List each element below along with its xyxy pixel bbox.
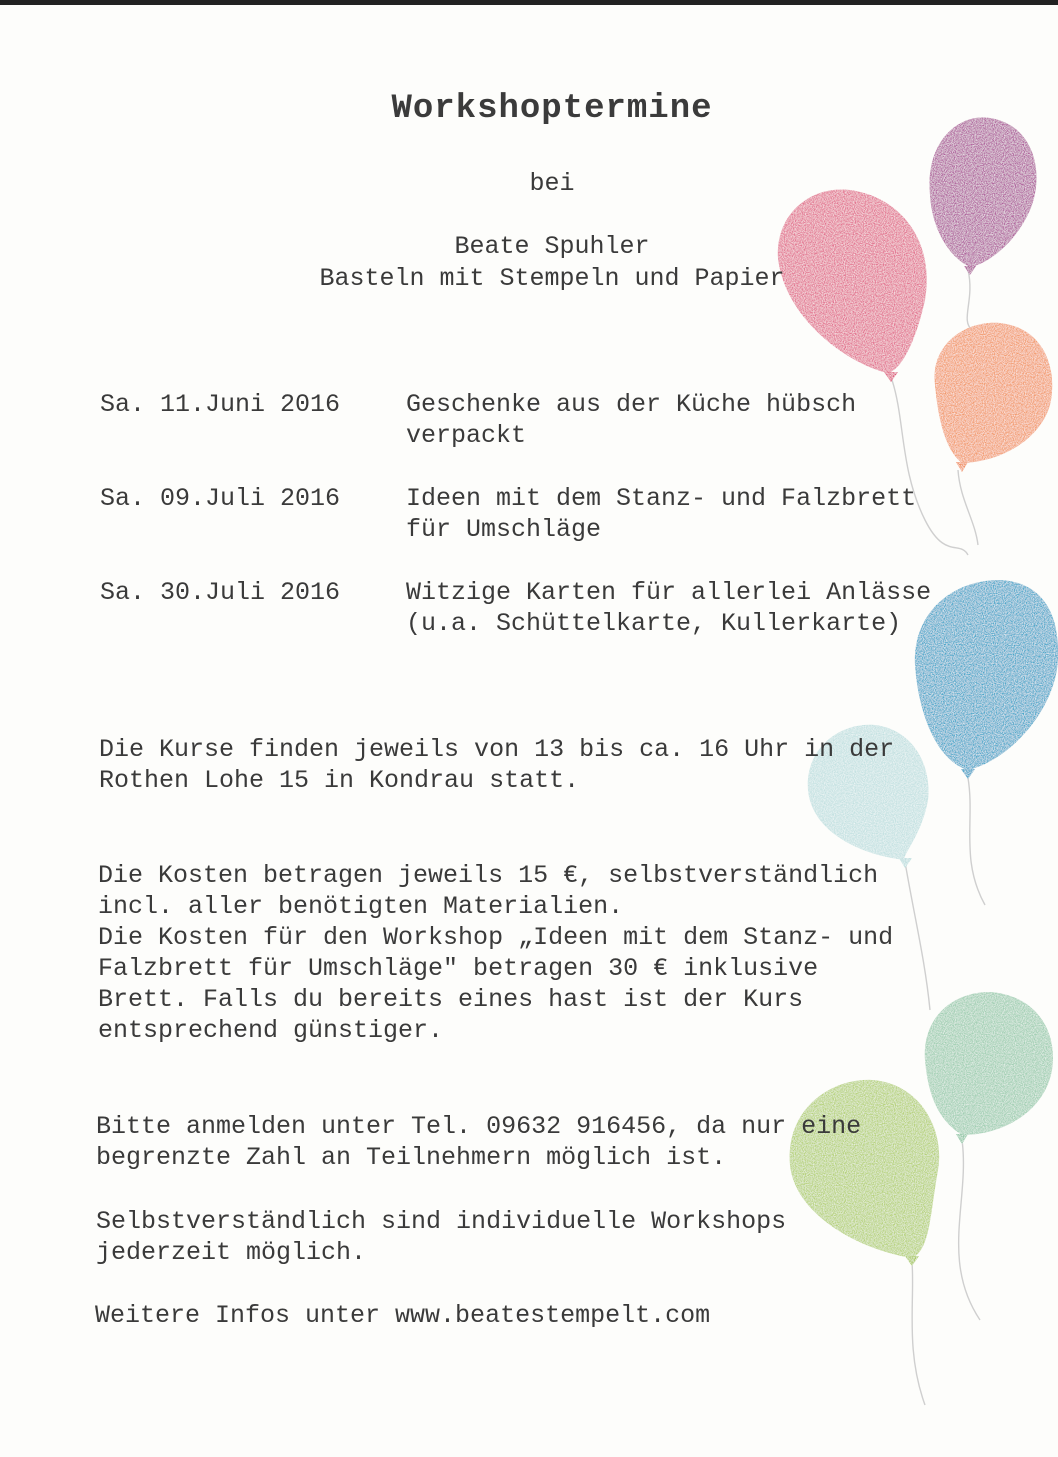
host-name: Beate Spuhler	[454, 232, 650, 261]
more-info: Weitere Infos unter www.beatestempelt.com	[95, 1301, 711, 1330]
registration-paragraph: Bitte anmelden unter Tel. 09632 916456, da nur eine begrenzte Zahl an Teilnehmern möglich ist.	[96, 1112, 862, 1172]
event-date: Sa. 30.Juli 2016	[100, 578, 341, 607]
location-paragraph: Die Kurse finden jeweils von 13 bis ca. 16 Uhr in der Rothen Lohe 15 in Kondrau statt.	[99, 735, 895, 795]
host-tagline: Basteln mit Stempeln und Papier	[319, 264, 785, 293]
event-title: Geschenke aus der Küche hübsch verpackt	[406, 390, 857, 450]
event-date: Sa. 09.Juli 2016	[100, 484, 341, 513]
event-date: Sa. 11.Juni 2016	[100, 390, 341, 419]
costs-paragraph: Die Kosten betragen jeweils 15 €, selbstverständlich incl. aller benötigten Materialien. Die Kosten für den Workshop „Ideen mit dem Stanz- und Falzbrett für Umschläge" betragen 30 € inklusive Brett. Falls du bereits eines hast ist der Kurs entsprechend günstiger.	[98, 861, 894, 1045]
page-title: Workshoptermine	[391, 90, 713, 128]
event-title: Ideen mit dem Stanz- und Falzbrett für Umschläge	[406, 484, 917, 544]
individual-workshops-paragraph: Selbstverständlich sind individuelle Workshops jederzeit möglich.	[96, 1207, 787, 1267]
by-line: bei	[529, 169, 575, 198]
event-item	[100, 577, 932, 701]
event-title: Witzige Karten für allerlei Anlässe (u.a. Schüttelkarte, Kullerkarte)	[406, 578, 932, 638]
